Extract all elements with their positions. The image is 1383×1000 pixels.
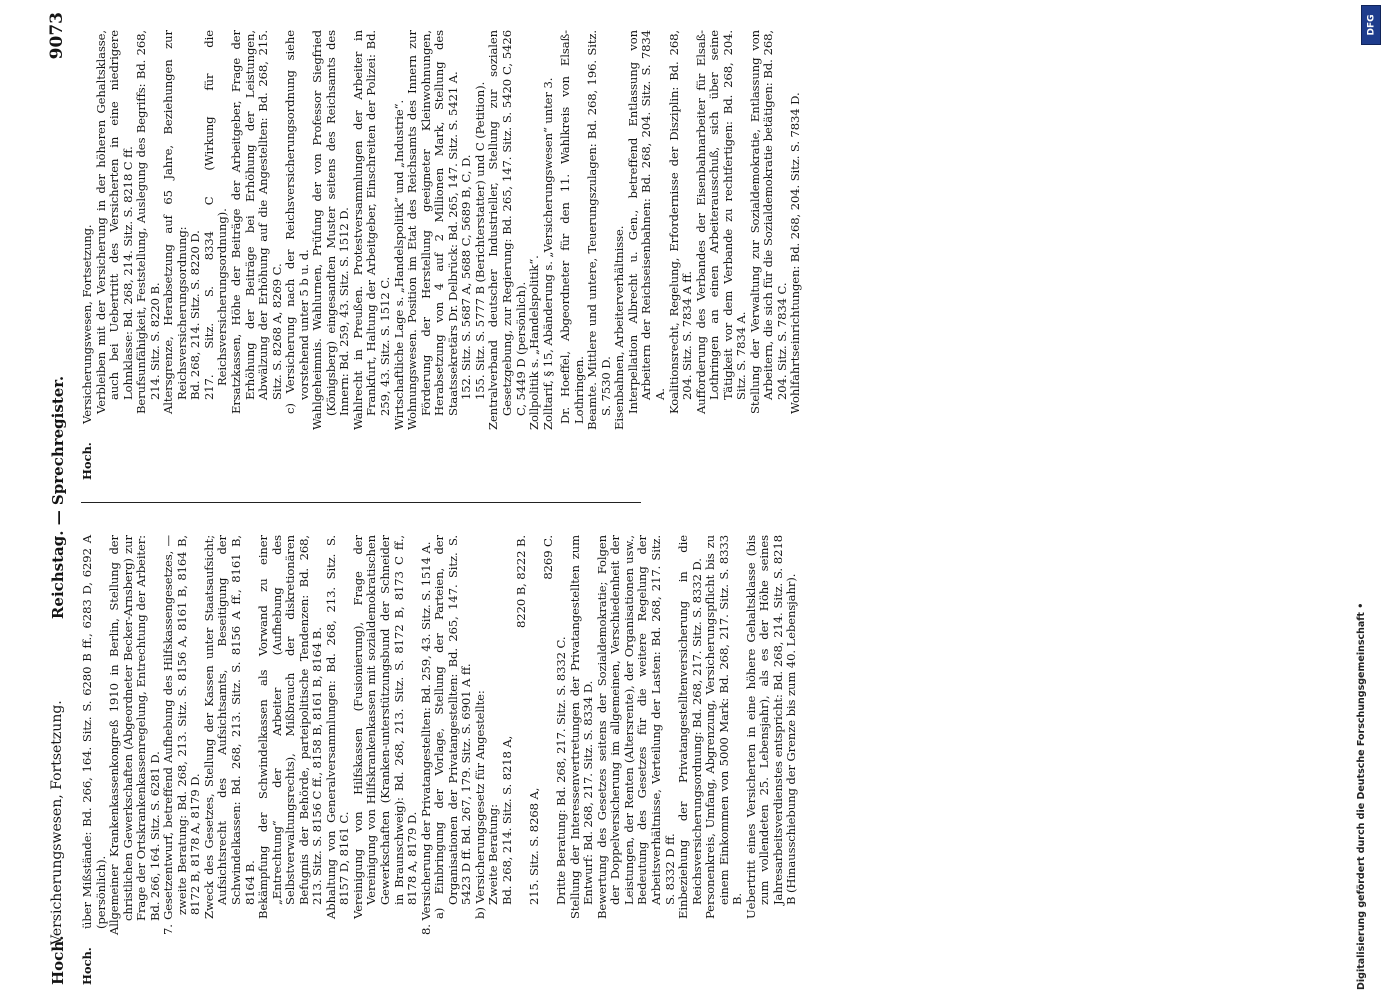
page-header: [41, 10, 75, 985]
register-entry: Wohnungswesen. Position im Etat des Reichsamts des Innern zur Förderung der Herstellung geeigneter Kleinwohnungen, Herabsetzung von 4 auf 2 Millionen Mark, Stellung des Staatssekretärs Dr. Delbrück: Bd. 265, 147. Sitz. S. 5421 A.: [405, 30, 460, 430]
register-entry: 215. Sitz. S. 8268 A,: [527, 787, 542, 905]
header-left-heading: Versicherungswesen, Fortsetzung.: [49, 700, 65, 945]
column-left-entries: [81, 535, 799, 985]
register-entry: Aufforderung des Verbandes der Eisenbahnarbeiter für Elsaß-Lothringen an einen Arbeiterausschuß, sich über seine Tätigkeit vor dem Verbande zu rechtfertigen: Bd. 268, 204. Sitz. S. 7834 A.: [693, 30, 749, 414]
register-entry: Wohlfahrtseinrichtungen: Bd. 268, 204. Sitz. S. 7834 D.: [788, 92, 803, 414]
register-entry: Stellung der Interessenvertretungen der Privatangestellten zum Entwurf: Bd. 268, 217. Sitz. S. 8334 D.: [567, 535, 596, 919]
register-entry: Eisenbahnen, Arbeiterverhältnisse.: [612, 225, 627, 430]
register-entry: Bd. 268, 214. Sitz. S. 8218 A,: [499, 735, 514, 905]
dfg-logo: [1361, 5, 1381, 45]
column-right-entries: [81, 30, 803, 480]
register-entry: Beamte. Mittlere und untere, Teuerungszulagen: Bd. 268, 196. Sitz. S. 7530 D.: [585, 30, 613, 430]
header-center-title: Reichstag. — Sprechregister.: [49, 375, 67, 620]
register-entry: 8220 B, 8222 B.: [513, 535, 528, 628]
register-entry: Ersatzkassen, Höhe der Beiträge der Arbeitgeber, Frage der Erhöhung der Beiträge bei Erhöhung der Leistungen, Abwälzung der Erhöhung auf die Angestellten: Bd. 268, 215. Sitz. S. 8268 A, 8269 C.: [229, 30, 284, 414]
register-entry: Dritte Beratung: Bd. 268, 217. Sitz. S. 8332 C.: [554, 636, 569, 905]
digitization-credit: Digitalisierung gefördert durch die Deutsche Forschungsgemeinschaft •: [1356, 602, 1367, 990]
register-entry: Einbeziehung der Privatangestelltenversicherung in die Reichsversicherungsordnung: Bd. 268, 217. Sitz. S. 8332 D.: [676, 535, 704, 919]
register-entry: b) Versicherungsgesetz für Angestellte:: [472, 690, 487, 919]
dfg-logo-text: DFG: [1366, 14, 1377, 36]
register-entry: 8. Versicherung der Privatangestellten: Bd. 259, 43. Sitz. S. 1514 A.: [418, 541, 433, 935]
register-entry: Zweite Beratung:: [486, 804, 501, 905]
column-left-name: Hoch.: [80, 947, 94, 985]
register-entry: Koalitionsrecht, Regelung, Erfordernisse der Disziplin: Bd. 268, 204. Sitz. S. 7834 A ff.: [666, 30, 695, 414]
register-entry: Zentralverband deutscher Industrieller, Stellung zur sozialen Gesetzgebung, zur Regierung: Bd. 265, 147. Sitz. S. 5420 C, 5426 C, 5449 D (persönlich).: [486, 30, 528, 430]
register-entry: Stellung der Verwaltung zur Sozialdemokratie, Entlassung von Arbeitern, die sich für die Sozialdemokratie betätigen: Bd. 268, 204. Sitz. S. 7834 C.: [747, 30, 789, 414]
page-number: 9073: [47, 12, 67, 60]
register-entry: Verbleiben mit der Versicherung in der höheren Gehaltsklasse, auch bei Uebertritt des Versicherten in eine niedrigere Lohnklasse: Bd. 268, 214. Sitz. S. 8218 C ff.: [93, 30, 135, 414]
register-entry: Abhaltung von Generalversammlungen: Bd. 268, 213. Sitz. S. 8157 D, 8161 C.: [323, 535, 352, 919]
register-entry: Bd. 268, 214. Sitz. S. 8220 D.: [188, 230, 203, 400]
register-entry: 217. Sitz. S. 8334 C (Wirkung für die Reichsversicherungsordnung).: [201, 30, 230, 400]
register-entry: Interpellation Albrecht u. Gen., betreffend Entlassung von Arbeitern der Reichseisenbahnen: Bd. 268, 204. Sitz. S. 7834 A.: [625, 30, 667, 414]
register-entry: Versicherungswesen, Fortsetzung.: [80, 224, 94, 424]
register-entry: 155. Sitz. S. 5777 B (Berichterstatter) und C (Petition).: [472, 81, 487, 400]
register-entry: 7. Gesetzentwurf, betreffend Aufhebung des Hilfskassengesetzes, — zweite Beratung: Bd. 268, 213. Sitz. S. 8156 A, 8161 B, 8164 B, 8172 B, 8178 A, 8179 D.: [161, 535, 203, 935]
register-entry: a) Einbringung der Vorlage, Stellung der Parteien, der Organisationen der Privatangestellten: Bd. 265, 147. Sitz. S. 5423 D ff. Bd. 267, 179. Sitz. S. 6901 A ff.: [432, 535, 474, 919]
register-entry: Bewertung des Gesetzes seitens der Sozialdemokratie; Folgen der Doppelversicherung im allgemeinen, Verschiedenheit der Leistungen, der Renten (Altersrente), der Organisationen usw., Bedeutung des Gesetzes für die weitere Regelung der Arbeitsverhältnisse, Verteilung der Lasten: Bd. 268, 217. Sitz. S. 8332 D ff.: [594, 535, 677, 919]
register-entry: Wahlrecht in Preußen. Protestversammlungen der Arbeiter in Frankfurt, Haltung der Arbeitgeber, Einschreiten der Polizei: Bd. 259, 43. Sitz. S. 1512 C.: [350, 30, 393, 430]
column-left: [81, 535, 799, 985]
register-entry: Zollpolitik s. „Handelspolitik“.: [527, 255, 542, 430]
register-entry: Allgemeiner Krankenkassenkongreß 1910 in Berlin, Stellung der christlichen Gewerkschaften (Abgeordneter Becker-Arnsberg) zur Frage der Ortskrankenkassenregelung, Entrechtung der Arbeiter: Bd. 266, 164. Sitz. S. 6281 D.: [107, 535, 162, 935]
rotated-page: [41, 10, 1361, 985]
register-entry: Wirtschaftliche Lage s. „Handelspolitik“ und „Industrie“.: [391, 99, 406, 430]
register-entry: Personenkreis, Umfang, Abgrenzung, Versicherungspflicht bis zu einem Einkommen von 5000 Mark: Bd. 268, 217. Sitz. S. 8333 B.: [703, 535, 745, 919]
register-entry: Wahlgeheimnis. Wahlurnen, Prüfung der von Professor Siegfried (Königsberg) eingesandten Muster seitens des Reichsamts des Innern: Bd. 259, 43. Sitz. S. 1512 D.: [310, 30, 352, 430]
register-entry: Altersgrenze, Herabsetzung auf 65 Jahre, Beziehungen zur Reichsversicherungsordnung:: [161, 30, 189, 414]
register-entry: Zweck des Gesetzes, Stellung der Kassen unter Staatsaufsicht; Aufsichtsrecht des Aufsichtsamts, Beseitigung der Schwindelkassen: Bd. 268, 213. Sitz. S. 8156 A ff., 8161 B, 8164 B.: [201, 535, 257, 919]
register-entry: über Mißstände: Bd. 266, 164. Sitz. S. 6280 B ff., 6283 D, 6292 A (persönlich).: [80, 535, 108, 929]
register-entry: Dr. Hoeffel, Abgeordneter für den 11. Wahlkreis von Elsaß-Lothringen.: [558, 30, 586, 424]
column-right: [81, 30, 803, 480]
register-entry: 8269 C.: [540, 535, 555, 580]
register-entry: c) Versicherung nach der Reichsversicherungsordnung siehe vorstehend unter 5 b u. d.: [283, 30, 311, 414]
register-entry: Bekämpfung der Schwindelkassen als Vorwand zu einer „Entrechtung“ der Arbeiter (Aufhebung des Selbstverwaltungsrechts), Mißbrauch der diskretionären Befugnis der Behörde, parteipolitische Tendenzen: Bd. 268, 213. Sitz. S. 8156 C ff., 8158 B, 8161 B, 8164 B.: [256, 535, 325, 919]
register-entry: Zolltarif, § 15, Abänderung s. „Versicherungswesen“ unter 3.: [540, 77, 555, 430]
column-divider: [81, 502, 641, 503]
register-entry: 152. Sitz. S. 5687 A, 5688 C, 5689 B, C, D.: [459, 154, 474, 400]
register-entry: Berufsunfähigkeit, Feststellung, Auslegung des Begriffs: Bd. 268, 214. Sitz. S. 8220 B.: [134, 30, 162, 414]
header-left-name: Hoch.: [49, 935, 67, 985]
register-entry: Vereinigung von Hilfskassen (Fusionierung), Frage der Vereinigung von Hilfskrankenkassen mit sozialdemokratischen Gewerkschaften (Kranken-unterstützungsbund der Schneider in Braunschweig): Bd. 268, 213. Sitz. S. 8172 B, 8173 C ff., 8178 A, 8179 D.: [350, 535, 420, 919]
register-entry: Uebertritt eines Versicherten in eine höhere Gehaltsklasse (bis zum vollendeten 25. Lebensjahr), als es der Höhe seines Jahresarbeitsverdienstes entspricht: Bd. 268, 214. Sitz. S. 8218 B (Hinausschiebung der Grenze bis zum 40. Lebensjahr).: [743, 535, 799, 919]
column-right-name: Hoch.: [80, 442, 94, 480]
